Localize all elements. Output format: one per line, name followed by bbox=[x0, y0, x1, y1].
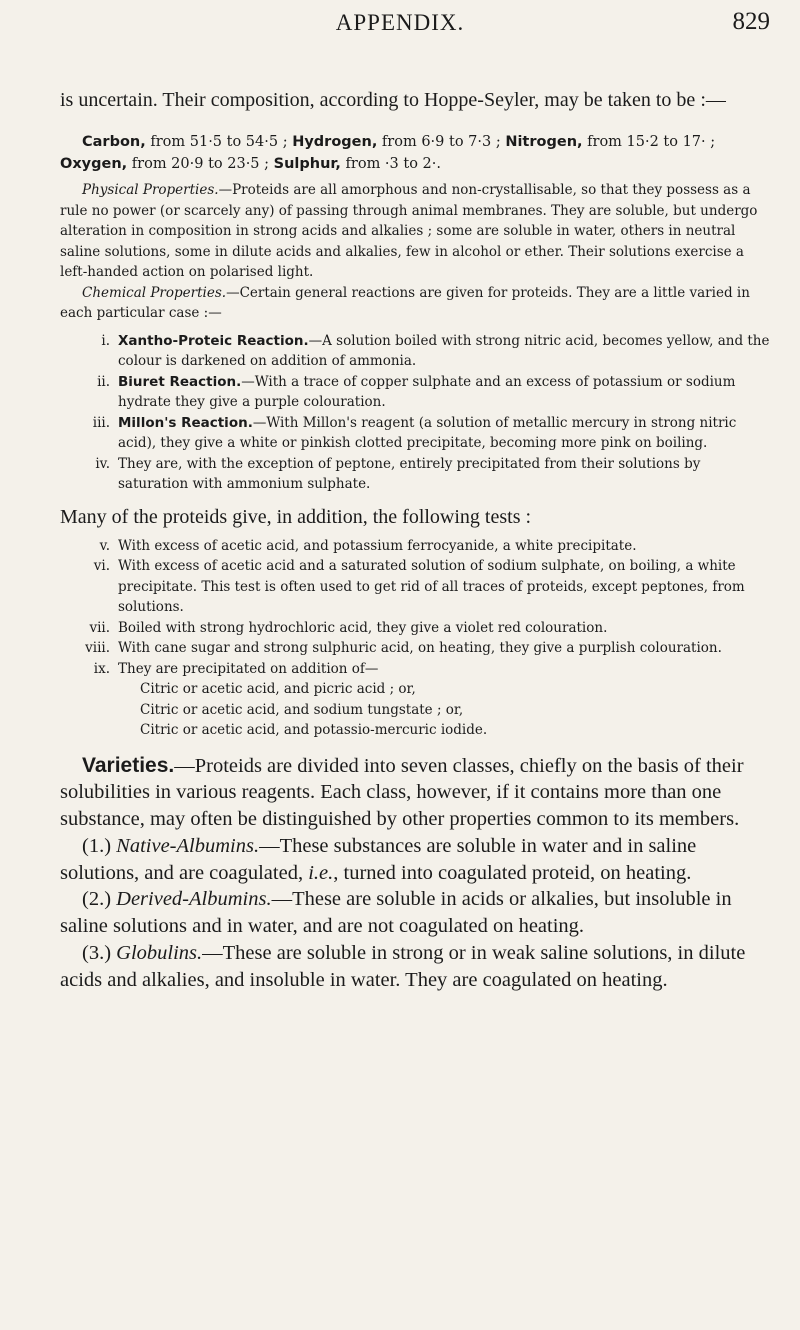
reaction-title: Millon's Reaction. bbox=[118, 414, 253, 431]
hydrogen-range: from 6·9 to 7·3 ; bbox=[377, 134, 506, 150]
varieties-paragraph bbox=[60, 753, 770, 833]
item-text bbox=[118, 331, 770, 372]
item-text: Boiled with strong hydrochloric acid, they give a violet red colouration. bbox=[118, 619, 608, 636]
reaction-list bbox=[60, 331, 770, 495]
class-item bbox=[60, 886, 770, 940]
physical-properties-heading: Physical Properties. bbox=[82, 182, 219, 198]
sulphur-range: from ·3 to 2·. bbox=[340, 156, 441, 172]
sulphur-label: Sulphur, bbox=[273, 156, 341, 172]
reaction-title: Xantho-Proteic Reaction. bbox=[118, 332, 309, 349]
item-number: iv. bbox=[95, 455, 110, 472]
item-text: With excess of acetic acid, and potassium ferrocyanide, a white precipitate. bbox=[118, 537, 637, 554]
item-number: iii. bbox=[92, 414, 110, 431]
physical-properties-text: —Proteids are all amorphous and non-crystallisable, so that they possess as a rule no power (or scarcely any) of passing through animal membranes. They are soluble, but undergo alteration in composition in strong acids and alkalies ; some are soluble in water, others in neutral saline solutions, some in dilute acids and alkalies, few in alcohol or ether. Their solutions exercise a left-handed action on polarised light. bbox=[60, 182, 758, 280]
class-item bbox=[60, 940, 770, 994]
item-text bbox=[118, 454, 770, 495]
item-text bbox=[118, 413, 770, 454]
chemical-properties-text: —Certain general reactions are given for proteids. They are a little varied in each particular case :— bbox=[60, 284, 750, 321]
class-name: Derived-Albumins. bbox=[116, 888, 272, 911]
class-name: Globulins. bbox=[116, 942, 203, 965]
page-number: 829 bbox=[732, 8, 770, 35]
class-name: Native-Albumins. bbox=[116, 834, 260, 857]
class-text: —These are soluble in acids or alkalies, but insoluble in saline solutions and in water, and are not coagulated on heating. bbox=[60, 888, 732, 938]
nitrogen-range: from 15·2 to 17· ; bbox=[582, 134, 716, 150]
reaction-title: Biuret Reaction. bbox=[118, 373, 242, 390]
oxygen-label: Oxygen, bbox=[60, 156, 128, 172]
class-text: —These substances are soluble in water and in saline solutions, and are coagulated, bbox=[60, 834, 697, 884]
list-item bbox=[78, 372, 770, 413]
nitrogen-label: Nitrogen, bbox=[505, 134, 583, 150]
reagent-list bbox=[118, 679, 770, 741]
reagent-line: Citric or acetic acid, and sodium tungstate ; or, bbox=[140, 701, 464, 718]
item-number: i. bbox=[101, 332, 110, 349]
list-item bbox=[78, 536, 770, 557]
composition-line bbox=[60, 131, 770, 175]
tests-heading: Many of the proteids give, in addition, the following tests : bbox=[60, 505, 532, 528]
page-header bbox=[0, 4, 800, 64]
item-number: ix. bbox=[93, 660, 110, 677]
item-text bbox=[118, 659, 770, 741]
reaction-text: —With Millon's reagent (a solution of metallic mercury in strong nitric acid), they give a white or pinkish clotted precipitate, becoming more pink on boiling. bbox=[118, 414, 737, 451]
reaction-text: —A solution boiled with strong nitric acid, becomes yellow, and the colour is darkened on addition of ammonia. bbox=[118, 332, 770, 369]
reagent-line: Citric or acetic acid, and picric acid ; or, bbox=[140, 681, 416, 697]
reagent-line: Citric or acetic acid, and potassio-mercuric iodide. bbox=[140, 722, 488, 738]
class-number: (1.) bbox=[82, 834, 112, 857]
test-list bbox=[60, 536, 770, 741]
physical-properties-paragraph bbox=[60, 180, 770, 283]
item-number: v. bbox=[99, 537, 110, 554]
class-text: —These are soluble in strong or in weak saline solutions, in dilute acids and alkalies, and insoluble in water. They are coagulated on heating. bbox=[60, 942, 746, 991]
list-item bbox=[78, 638, 770, 659]
list-item bbox=[78, 454, 770, 495]
class-number: (3.) bbox=[82, 942, 112, 965]
chemical-properties-heading: Chemical Properties. bbox=[82, 284, 227, 301]
item-text: With excess of acetic acid and a saturated solution of sodium sulphate, on boiling, a white precipitate. This test is often used to get rid of all traces of proteids, except peptones, from solutions. bbox=[118, 558, 745, 615]
carbon-label: Carbon, bbox=[82, 134, 146, 150]
reaction-text: They are, with the exception of peptone, entirely precipitated from their solutions by saturation with ammonium sulphate. bbox=[118, 455, 701, 492]
list-item bbox=[78, 618, 770, 639]
class-text-end: , turned into coagulated proteid, on heating. bbox=[333, 861, 692, 884]
varieties-text: —Proteids are divided into seven classes, chiefly on the basis of their solubilities in various reagents. Each class, however, if it contains more than one substance, may often be distinguished by other properties common to its members. bbox=[60, 754, 744, 831]
varieties-heading: Varieties. bbox=[82, 753, 175, 777]
list-item bbox=[78, 556, 770, 618]
running-title: APPENDIX. bbox=[335, 10, 465, 35]
item-number: vi. bbox=[93, 558, 110, 574]
class-abbrev: i.e. bbox=[308, 861, 334, 884]
item-number: viii. bbox=[85, 640, 110, 656]
carbon-range: from 51·5 to 54·5 ; bbox=[145, 134, 293, 150]
item-number: ii. bbox=[97, 373, 110, 390]
oxygen-range: from 20·9 to 23·5 ; bbox=[127, 156, 274, 172]
item-text: With cane sugar and strong sulphuric acid, on heating, they give a purplish colouration. bbox=[118, 640, 722, 656]
hydrogen-label: Hydrogen, bbox=[292, 134, 378, 150]
list-item bbox=[78, 413, 770, 454]
class-item bbox=[60, 833, 770, 887]
list-item bbox=[78, 331, 770, 372]
list-item bbox=[78, 659, 770, 741]
reaction-text: —With a trace of copper sulphate and an excess of potassium or sodium hydrate they give a purple colouration. bbox=[118, 373, 736, 410]
item-text bbox=[118, 372, 770, 413]
page-body bbox=[60, 88, 770, 994]
item-number: vii. bbox=[89, 619, 110, 636]
intro-paragraph: is uncertain. Their composition, according to Hoppe-Seyler, may be taken to be :— bbox=[60, 89, 726, 111]
precipitation-text: They are precipitated on addition of— bbox=[118, 660, 379, 677]
chemical-properties-paragraph bbox=[60, 283, 770, 324]
class-number: (2.) bbox=[82, 888, 112, 911]
